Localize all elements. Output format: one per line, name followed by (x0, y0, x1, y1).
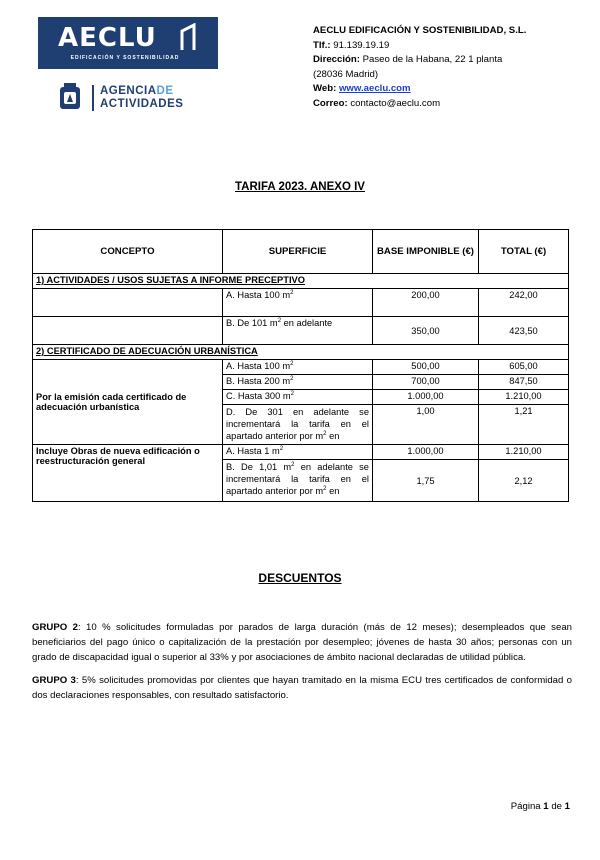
tariff-table (32, 229, 569, 502)
company-name: AECLU EDIFICACIÓN Y SOSTENIBILIDAD, S.L. (313, 25, 527, 36)
discounts-title: DESCUENTOS (258, 571, 342, 585)
table-row: B. De 1,01 $m^2$ en adelante se incrementará la tarifa en el apartado anterior por $m^2$ en 1,75 2,12 (33, 460, 569, 502)
col-concepto: CONCEPTO (33, 230, 223, 274)
address: Paseo de la Habana, 22 1 planta (362, 54, 503, 65)
discount-group-3: GRUPO 3: 5% solicitudes promovidas por clientes que hayan tramitado en la misma ECU tres certificados de conformidad o dos declaraciones responsables, con resultado satisfactorio. (32, 675, 572, 701)
col-total: TOTAL (€) (479, 230, 569, 274)
contact-block: AECLU EDIFICACIÓN Y SOSTENIBILIDAD, S.L. Tlf.: 91.139.19.19 Dirección: Paseo de la Habana, 22 1 planta (28036 Madrid) Web: www.aeclu.com Correo: contacto@aeclu.com (313, 24, 583, 111)
table-row: B. De 101 $m^2$ en adelante 350,00 423,50 (33, 317, 569, 345)
table-row: D. De 301 en adelante se incrementará la tarifa en el apartado anterior por $m^2$ en 1,00 1,21 (33, 405, 569, 445)
agency-subtitle: ACTIVIDADES (100, 98, 184, 110)
aeclu-logo (38, 17, 218, 69)
table-row: B. Hasta 200 $m^2$ 700,00 847,50 (33, 375, 569, 390)
email: contacto@aeclu.com (350, 97, 441, 109)
discount-group-2: GRUPO 2: 10 % solicitudes formuladas por parados de larga duración (más de 12 meses); desempleados que sean beneficiarios del pago único o capitalización de la prestación por desempleo; jóvenes de hasta 30 años; personas con un grado de discapacidad igual o superior al 33% y por asociaciones de ámbito nacional declaradas de utilidad pública. (32, 622, 572, 663)
page-title: TARIFA 2023. ANEXO IV (235, 181, 365, 193)
col-base: BASE IMPONIBLE (€) (373, 230, 479, 274)
postcode: (28036 Madrid) (313, 68, 379, 80)
madrid-crest-icon (58, 83, 82, 111)
col-superficie: SUPERFICIE (223, 230, 373, 274)
logo-word: AECLU (58, 23, 157, 53)
logo-tagline: EDIFICACIÓN Y SOSTENIBILIDAD (70, 55, 180, 61)
group-label: Incluye Obras de nueva edificación o reestructuración general (33, 445, 223, 502)
phone: 91.139.19.19 (333, 39, 390, 51)
table-row: Incluye Obras de nueva edificación o reestructuración general A. Hasta 1 $m^2$ 1.000,00 1.210,00 (33, 445, 569, 460)
table-row: Por la emisión cada certificado de adecuación urbanística A. Hasta 100 $m^2$ 500,00 605,00 (33, 360, 569, 375)
table-row: C. Hasta 300 $m^2$ 1.000,00 1.210,00 (33, 390, 569, 405)
group-label: Por la emisión cada certificado de adecuación urbanística (33, 360, 223, 445)
section-title: 1) ACTIVIDADES / USOS SUJETAS A INFORME PRECEPTIVO (33, 274, 569, 289)
building-icon (178, 23, 202, 51)
agency-divider (92, 85, 94, 111)
page-number: Página 1 de 1 (510, 801, 570, 812)
website-link[interactable]: www.aeclu.com (338, 83, 411, 94)
agency-logo (58, 83, 218, 113)
section-title: 2) CERTIFICADO DE ADECUACIÓN URBANÍSTICA (33, 345, 569, 360)
agency-title: AGENCIADE (100, 85, 174, 97)
table-row: A. Hasta 100 $m^2$ 200,00 242,00 (33, 289, 569, 317)
